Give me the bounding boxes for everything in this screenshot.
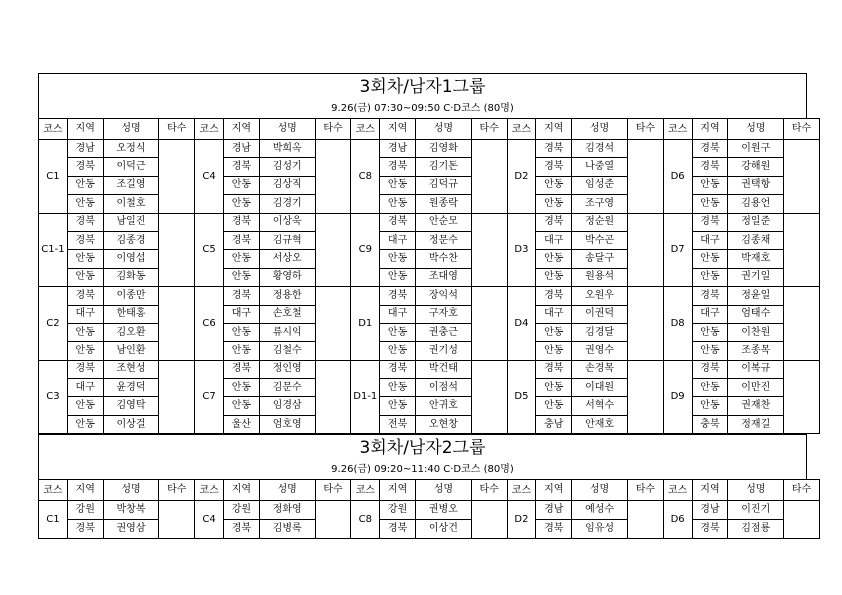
player-name-cell: 김점룡 [728,520,784,539]
column-header: 성명 [103,119,159,140]
table-row [39,158,820,176]
player-name-cell: 오정식 [103,140,159,158]
region-cell: 경북 [223,231,259,249]
column-header: 코스 [507,480,536,501]
region-cell: 안동 [536,195,572,213]
region-cell: 경남 [223,140,259,158]
region-cell: 대구 [380,305,416,323]
region-cell: 안동 [536,379,572,397]
player-name-cell: 김종경 [103,231,159,249]
player-name-cell: 윤경덕 [103,379,159,397]
column-header: 타수 [784,480,820,501]
score-cell[interactable] [315,501,351,539]
score-cell[interactable] [784,213,820,287]
region-cell: 안동 [536,176,572,194]
course-cell: D2 [507,140,536,214]
header-row [39,119,820,140]
table-row [39,140,820,158]
score-cell[interactable] [159,360,195,434]
table-row [39,360,820,378]
player-name-cell: 박재호 [728,250,784,268]
region-cell: 경북 [223,213,259,231]
column-header: 지역 [67,480,103,501]
column-header: 지역 [223,119,259,140]
player-name-cell: 정화영 [259,501,315,520]
column-header: 타수 [627,480,663,501]
region-cell: 안동 [67,342,103,360]
course-cell: D8 [663,287,692,361]
region-cell: 경북 [67,231,103,249]
column-header: 지역 [223,480,259,501]
score-cell[interactable] [471,501,507,539]
column-header: 코스 [351,480,380,501]
score-cell[interactable] [315,287,351,361]
course-cell: C1 [39,501,68,539]
region-cell: 안동 [380,250,416,268]
player-name-cell: 김문수 [259,379,315,397]
region-cell: 안동 [692,195,728,213]
region-cell: 안동 [223,268,259,286]
region-cell: 안동 [692,342,728,360]
header-row [39,480,820,501]
player-name-cell: 김기돈 [415,158,471,176]
player-name-cell: 엄호영 [259,415,315,433]
player-name-cell: 김덕규 [415,176,471,194]
region-cell: 안동 [67,323,103,341]
region-cell: 안동 [223,342,259,360]
player-name-cell: 강해원 [728,158,784,176]
player-name-cell: 김경석 [572,140,628,158]
region-cell: 안동 [380,176,416,194]
table-row [39,287,820,305]
score-cell[interactable] [471,287,507,361]
column-header: 성명 [415,119,471,140]
player-name-cell: 정재길 [728,415,784,433]
player-name-cell: 김영화 [415,140,471,158]
region-cell: 대구 [692,231,728,249]
region-cell: 강원 [380,501,416,520]
table-row [39,379,820,397]
player-name-cell: 임유성 [572,520,628,539]
column-header: 코스 [195,119,224,140]
player-name-cell: 구자호 [415,305,471,323]
player-name-cell: 박수곤 [572,231,628,249]
score-cell[interactable] [784,501,820,539]
player-name-cell: 이복규 [728,360,784,378]
region-cell: 울산 [223,415,259,433]
player-name-cell: 남일진 [103,213,159,231]
column-header: 지역 [380,119,416,140]
region-cell: 안동 [67,415,103,433]
region-cell: 경북 [692,360,728,378]
table-row [39,397,820,415]
player-name-cell: 이권덕 [572,305,628,323]
region-cell: 강원 [67,501,103,520]
course-cell: D7 [663,213,692,287]
player-name-cell: 이만진 [728,379,784,397]
player-name-cell: 권영수 [572,342,628,360]
table-row [39,231,820,249]
table-row [39,250,820,268]
player-name-cell: 이상건 [415,520,471,539]
column-header: 코스 [351,119,380,140]
player-name-cell: 권병오 [415,501,471,520]
column-header: 타수 [784,119,820,140]
course-cell: C1-1 [39,213,68,287]
course-cell: C2 [39,287,68,361]
player-name-cell: 원종락 [415,195,471,213]
score-cell[interactable] [784,360,820,434]
region-cell: 경북 [67,213,103,231]
column-header: 코스 [195,480,224,501]
player-name-cell: 이영섭 [103,250,159,268]
table-row [39,305,820,323]
player-name-cell: 김용언 [728,195,784,213]
region-cell: 경남 [692,501,728,520]
region-cell: 안동 [380,268,416,286]
region-cell: 경북 [67,287,103,305]
region-cell: 경북 [223,287,259,305]
score-cell[interactable] [159,287,195,361]
group-table [38,479,820,539]
region-cell: 대구 [536,305,572,323]
player-name-cell: 권영삼 [103,520,159,539]
region-cell: 안동 [692,176,728,194]
column-header: 성명 [572,119,628,140]
player-name-cell: 김경기 [259,195,315,213]
region-cell: 안동 [692,397,728,415]
table-row [39,342,820,360]
score-cell[interactable] [627,287,663,361]
player-name-cell: 조대영 [415,268,471,286]
region-cell: 경북 [380,287,416,305]
player-name-cell: 김영탁 [103,397,159,415]
region-cell: 안동 [380,379,416,397]
region-cell: 안동 [223,195,259,213]
score-cell[interactable] [159,140,195,214]
table-row [39,501,820,520]
player-name-cell: 이철호 [103,195,159,213]
region-cell: 경북 [692,520,728,539]
player-name-cell: 정인영 [259,360,315,378]
region-cell: 경북 [536,158,572,176]
region-cell: 안동 [223,176,259,194]
score-cell[interactable] [627,213,663,287]
course-cell: D2 [507,501,536,539]
course-cell: C3 [39,360,68,434]
score-cell[interactable] [315,213,351,287]
player-name-cell: 김종채 [728,231,784,249]
player-name-cell: 이종만 [103,287,159,305]
region-cell: 대구 [67,379,103,397]
region-cell: 경북 [536,140,572,158]
region-cell: 안동 [223,323,259,341]
player-name-cell: 조종목 [728,342,784,360]
column-header: 코스 [663,480,692,501]
score-cell[interactable] [471,360,507,434]
course-cell: C1 [39,140,68,214]
player-name-cell: 조현성 [103,360,159,378]
player-name-cell: 이원구 [728,140,784,158]
region-cell: 전북 [380,415,416,433]
region-cell: 경북 [67,360,103,378]
course-cell: C5 [195,213,224,287]
group-title: 3회차/남자1그룹 [38,73,807,100]
course-cell: D9 [663,360,692,434]
player-name-cell: 안귀호 [415,397,471,415]
region-cell: 안동 [223,250,259,268]
region-cell: 안동 [536,342,572,360]
column-header: 타수 [159,119,195,140]
player-name-cell: 정용한 [259,287,315,305]
player-name-cell: 예성수 [572,501,628,520]
region-cell: 경북 [67,520,103,539]
region-cell: 안동 [536,323,572,341]
schedule-sheet [38,73,812,539]
score-cell[interactable] [159,501,195,539]
player-name-cell: 안순모 [415,213,471,231]
column-header: 타수 [627,119,663,140]
group-subtitle: 9.26(금) 07:30~09:50 C·D코스 (80명) [38,100,807,118]
player-name-cell: 정윤일 [728,287,784,305]
column-header: 타수 [471,119,507,140]
course-cell: D1-1 [351,360,380,434]
region-cell: 경북 [380,360,416,378]
region-cell: 안동 [67,195,103,213]
region-cell: 경북 [223,158,259,176]
player-name-cell: 오현창 [415,415,471,433]
region-cell: 대구 [692,305,728,323]
course-cell: C4 [195,501,224,539]
course-cell: C6 [195,287,224,361]
region-cell: 안동 [67,268,103,286]
column-header: 성명 [728,119,784,140]
score-cell[interactable] [471,213,507,287]
table-row [39,268,820,286]
player-name-cell: 권기일 [728,268,784,286]
player-name-cell: 이점석 [415,379,471,397]
region-cell: 경북 [536,360,572,378]
column-header: 성명 [572,480,628,501]
player-name-cell: 정일준 [728,213,784,231]
column-header: 지역 [380,480,416,501]
region-cell: 안동 [67,397,103,415]
score-cell[interactable] [627,140,663,214]
course-cell: D6 [663,140,692,214]
region-cell: 충북 [692,415,728,433]
region-cell: 안동 [536,268,572,286]
column-header: 코스 [39,119,68,140]
column-header: 성명 [415,480,471,501]
player-name-cell: 원용석 [572,268,628,286]
player-name-cell: 권충근 [415,323,471,341]
region-cell: 경북 [536,520,572,539]
score-cell[interactable] [627,360,663,434]
player-name-cell: 류시익 [259,323,315,341]
region-cell: 안동 [692,379,728,397]
player-name-cell: 서상오 [259,250,315,268]
player-name-cell: 이대원 [572,379,628,397]
region-cell: 안동 [67,250,103,268]
player-name-cell: 황영하 [259,268,315,286]
score-cell[interactable] [471,140,507,214]
column-header: 코스 [663,119,692,140]
region-cell: 경북 [536,287,572,305]
region-cell: 안동 [223,397,259,415]
player-name-cell: 임경삼 [259,397,315,415]
player-name-cell: 이덕근 [103,158,159,176]
player-name-cell: 권택항 [728,176,784,194]
player-name-cell: 조구영 [572,195,628,213]
region-cell: 안동 [692,250,728,268]
score-cell[interactable] [159,213,195,287]
player-name-cell: 안재호 [572,415,628,433]
region-cell: 안동 [380,323,416,341]
course-cell: C8 [351,501,380,539]
group-subtitle: 9.26(금) 09:20~11:40 C·D코스 (80명) [38,461,807,479]
table-row [39,323,820,341]
player-name-cell: 김철수 [259,342,315,360]
region-cell: 대구 [67,305,103,323]
column-header: 코스 [507,119,536,140]
course-cell: D4 [507,287,536,361]
player-name-cell: 서혁수 [572,397,628,415]
score-cell[interactable] [315,360,351,434]
region-cell: 안동 [380,342,416,360]
region-cell: 강원 [223,501,259,520]
column-header: 지역 [692,480,728,501]
region-cell: 안동 [692,268,728,286]
player-name-cell: 김규혁 [259,231,315,249]
region-cell: 경북 [692,213,728,231]
score-cell[interactable] [315,140,351,214]
player-name-cell: 박수찬 [415,250,471,268]
group-title: 3회차/남자2그룹 [38,434,807,461]
region-cell: 경북 [692,287,728,305]
score-cell[interactable] [627,501,663,539]
player-name-cell: 손호철 [259,305,315,323]
region-cell: 대구 [223,305,259,323]
player-name-cell: 한태홍 [103,305,159,323]
player-name-cell: 박창복 [103,501,159,520]
table-row [39,415,820,433]
column-header: 타수 [315,480,351,501]
player-name-cell: 이상걸 [103,415,159,433]
player-name-cell: 이진기 [728,501,784,520]
player-name-cell: 정순원 [572,213,628,231]
column-header: 타수 [315,119,351,140]
player-name-cell: 권재찬 [728,397,784,415]
region-cell: 대구 [380,231,416,249]
region-cell: 경남 [67,140,103,158]
region-cell: 안동 [380,195,416,213]
player-name-cell: 김오환 [103,323,159,341]
region-cell: 경남 [536,501,572,520]
player-name-cell: 남인환 [103,342,159,360]
region-cell: 경북 [692,158,728,176]
player-name-cell: 송달구 [572,250,628,268]
column-header: 성명 [259,480,315,501]
player-name-cell: 오원우 [572,287,628,305]
table-row [39,176,820,194]
column-header: 지역 [536,119,572,140]
player-name-cell: 박건태 [415,360,471,378]
region-cell: 경북 [380,158,416,176]
region-cell: 안동 [223,379,259,397]
player-name-cell: 이상욱 [259,213,315,231]
player-name-cell: 정문수 [415,231,471,249]
course-cell: C7 [195,360,224,434]
column-header: 성명 [103,480,159,501]
course-cell: D3 [507,213,536,287]
region-cell: 경남 [380,140,416,158]
player-name-cell: 김화동 [103,268,159,286]
region-cell: 안동 [536,250,572,268]
group-table [38,118,820,434]
region-cell: 경북 [223,360,259,378]
player-name-cell: 장익석 [415,287,471,305]
region-cell: 경북 [67,158,103,176]
region-cell: 경북 [380,213,416,231]
column-header: 코스 [39,480,68,501]
region-cell: 경북 [380,520,416,539]
player-name-cell: 조길영 [103,176,159,194]
player-name-cell: 손경목 [572,360,628,378]
region-cell: 경북 [536,213,572,231]
region-cell: 안동 [536,397,572,415]
player-name-cell: 김병록 [259,520,315,539]
course-cell: D5 [507,360,536,434]
course-cell: C8 [351,140,380,214]
player-name-cell: 나중열 [572,158,628,176]
player-name-cell: 권기성 [415,342,471,360]
player-name-cell: 김성기 [259,158,315,176]
table-row [39,520,820,539]
course-cell: D6 [663,501,692,539]
region-cell: 충남 [536,415,572,433]
region-cell: 경북 [223,520,259,539]
player-name-cell: 박희옥 [259,140,315,158]
column-header: 지역 [536,480,572,501]
score-cell[interactable] [784,140,820,214]
region-cell: 경북 [692,140,728,158]
course-cell: C9 [351,213,380,287]
column-header: 성명 [728,480,784,501]
player-name-cell: 이찬원 [728,323,784,341]
column-header: 타수 [471,480,507,501]
column-header: 지역 [67,119,103,140]
region-cell: 안동 [380,397,416,415]
course-cell: D1 [351,287,380,361]
score-cell[interactable] [784,287,820,361]
column-header: 지역 [692,119,728,140]
table-row [39,213,820,231]
table-row [39,195,820,213]
player-name-cell: 김경달 [572,323,628,341]
player-name-cell: 김상직 [259,176,315,194]
region-cell: 대구 [536,231,572,249]
region-cell: 안동 [67,176,103,194]
region-cell: 안동 [692,323,728,341]
player-name-cell: 엄태수 [728,305,784,323]
player-name-cell: 임성준 [572,176,628,194]
course-cell: C4 [195,140,224,214]
column-header: 타수 [159,480,195,501]
column-header: 성명 [259,119,315,140]
